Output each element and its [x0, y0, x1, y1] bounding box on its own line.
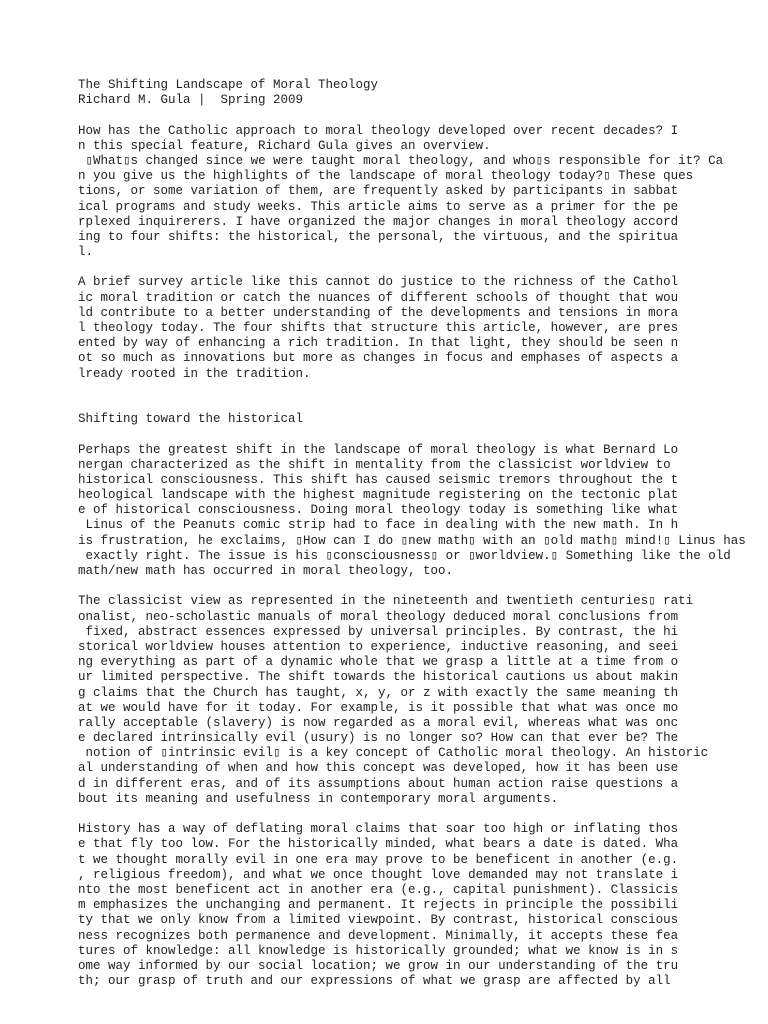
text-line: at we would have for it today. For example, is it possible that what was once mo [78, 700, 679, 715]
survey-paragraph [78, 275, 768, 381]
text-line: th; our grasp of truth and our expressions of what we grasp are affected by all [78, 974, 671, 989]
text-line: How has the Catholic approach to moral theology developed over recent decades? I [78, 123, 679, 138]
text-line: rplexed inquirerers. I have organized the major changes in moral theology accord [78, 214, 679, 229]
text-line: exactly right. The issue is his ▯consciousness▯ or ▯worldview.▯ Something like the old [78, 548, 731, 563]
text-line: tures of knowledge: all knowledge is historically grounded; what we know is in s [78, 943, 679, 958]
text-line: bout its meaning and usefulness in contemporary moral arguments. [78, 791, 559, 806]
text-line: ur limited perspective. The shift towards the historical cautions us about makin [78, 670, 679, 685]
text-line: al understanding of when and how this concept was developed, how it has been use [78, 761, 679, 776]
history-paragraph [78, 822, 768, 989]
text-line: storical worldview houses attention to experience, inductive reasoning, and seei [78, 639, 679, 654]
text-line: Perhaps the greatest shift in the landscape of moral theology is what Bernard Lo [78, 442, 679, 457]
article-byline: Richard M. Gula | Spring 2009 [78, 93, 304, 108]
text-line: ing to four shifts: the historical, the personal, the virtuous, and the spiritua [78, 229, 679, 244]
text-line: e declared intrinsically evil (usury) is no longer so? How can that ever be? The [78, 731, 679, 746]
text-line: m emphasizes the unchanging and permanent. It rejects in principle the possibili [78, 898, 679, 913]
text-line: The classicist view as represented in the nineteenth and twentieth centuries▯ rati [78, 594, 694, 609]
text-line: ical programs and study weeks. This article aims to serve as a primer for the pe [78, 199, 679, 214]
text-line: rally acceptable (slavery) is now regarded as a moral evil, whereas what was onc [78, 715, 679, 730]
text-line: historical consciousness. This shift has caused seismic tremors throughout the t [78, 472, 679, 487]
text-line: e of historical consciousness. Doing moral theology today is something like what [78, 503, 679, 518]
text-line: l. [78, 245, 94, 260]
text-line: A brief survey article like this cannot do justice to the richness of the Cathol [78, 275, 679, 290]
article-title: The Shifting Landscape of Moral Theology [78, 78, 379, 92]
text-line: , religious freedom), and what we once thought love demanded may not translate i [78, 867, 679, 882]
text-line: l theology today. The four shifts that structure this article, however, are pres [78, 321, 679, 335]
intro-paragraph [78, 124, 768, 261]
text-line: ng everything as part of a dynamic whole that we grasp a little at a time from o [78, 655, 679, 670]
text-line: n you give us the highlights of the landscape of moral theology today?▯ These ques [78, 169, 694, 184]
lonergan-paragraph [78, 443, 768, 580]
text-line: nergan characterized as the shift in mentality from the classicist worldview to [78, 457, 671, 472]
text-line: ness recognizes both permanence and development. Minimally, it accepts these fea [78, 928, 679, 943]
text-line: g claims that the Church has taught, x, y, or z with exactly the same meaning th [78, 685, 679, 700]
text-line: n this special feature, Richard Gula gives an overview. [78, 138, 491, 153]
text-line: d in different eras, and of its assumptions about human action raise questions a [78, 776, 679, 791]
text-line: tions, or some variation of them, are frequently asked by participants in sabbat [78, 184, 679, 199]
text-line: nto the most beneficent act in another era (e.g., capital punishment). Classicis [78, 882, 679, 897]
text-line: fixed, abstract essences expressed by universal principles. By contrast, the hi [78, 624, 679, 639]
classicist-paragraph [78, 594, 768, 807]
text-line: ome way informed by our social location; we grow in our understanding of the tru [78, 958, 679, 973]
text-line: onalist, neo-scholastic manuals of moral theology deduced moral conclusions from [78, 609, 679, 624]
article [78, 78, 768, 989]
text-line: lready rooted in the tradition. [78, 366, 311, 381]
text-line: ic moral tradition or catch the nuances of different schools of thought that wou [78, 290, 679, 305]
text-line: Linus of the Peanuts comic strip had to face in dealing with the new math. In h [78, 518, 679, 533]
text-line: math/new math has occurred in moral theology, too. [78, 564, 454, 579]
text-line: ot so much as innovations but more as changes in focus and emphases of aspects a [78, 351, 679, 366]
text-line: ty that we only know from a limited viewpoint. By contrast, historical conscious [78, 913, 679, 928]
text-line: ented by way of enhancing a rich tradition. In that light, they should be seen n [78, 336, 679, 351]
text-line: ▯What▯s changed since we were taught moral theology, and who▯s responsible for it? Ca [78, 153, 724, 168]
text-line: heological landscape with the highest magnitude registering on the tectonic plat [78, 488, 679, 503]
text-line: History has a way of deflating moral claims that soar too high or inflating thos [78, 822, 679, 837]
text-line: e that fly too low. For the historically minded, what bears a date is dated. Wha [78, 837, 679, 852]
section-heading: Shifting toward the historical [78, 412, 304, 427]
text-line: notion of ▯intrinsic evil▯ is a key concept of Catholic moral theology. An historic [78, 746, 709, 761]
text-line: ld contribute to a better understanding of the developments and tensions in mora [78, 305, 679, 320]
text-line: is frustration, he exclaims, ▯How can I do ▯new math▯ with an ▯old math▯ mind!▯ Linus has [78, 533, 746, 548]
text-line: t we thought morally evil in one era may prove to be beneficent in another (e.g. [78, 852, 679, 867]
